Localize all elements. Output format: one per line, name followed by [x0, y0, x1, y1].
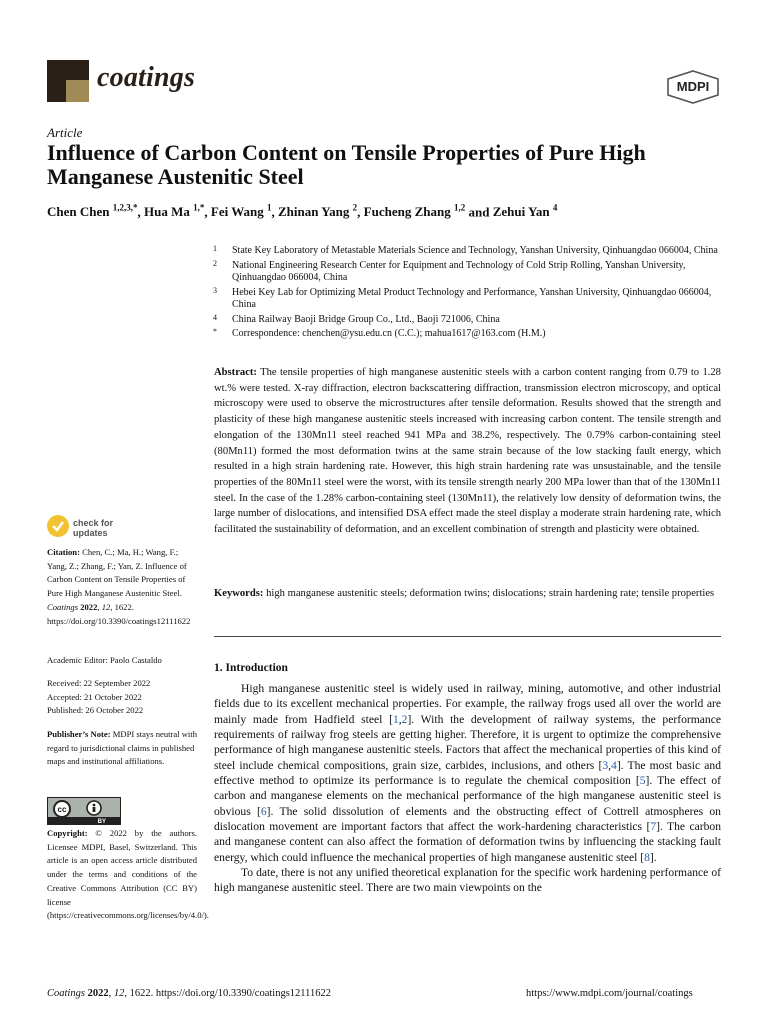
body-text	[214, 681, 721, 896]
citation-link[interactable]: 4	[611, 758, 617, 772]
footer-journal-url[interactable]: https://www.mdpi.com/journal/coatings	[526, 988, 693, 999]
affiliation: 1 State Key Laboratory of Metastable Materials Science and Technology, Yanshan University, Qinhuangdao 066004, China	[213, 244, 718, 256]
abstract: Abstract: The tensile properties of high manganese austenitic steels with a carbon content ranging from 0.79 to 1.28 wt.% were tested. X-ray diffraction, electron backscattering diffraction, transmission electron microscopy, and optical microscopy were used to observe the microstructures after tensile deformation. Results showed that the strength and plasticity of these high manganese austenitic steels increased with increasing carbon content. The tensile strength and elongation of the 130Mn11 steel reached 941 MPa and 38.2%, respectively. The 0.79% carbon-containing steel (80Mn11) formed the most deformation twins at the same strain because of the low stacking fault energy, which resulted in a high strain hardening rate. However, this high strain hardening rate was unsustainable, and the tensile properties of the 80Mn11 steel were the worst, with its tensile strength nearly 200 MPa lower than that of the 130Mn11 steel. In the case of the 1.28% carbon-containing steel (130Mn11), the relatively low density of deformation twins, the large number of dislocations, and intensified DSA effect made the steel display a moderate strain hardening rate, which facilitated the sustainability of deformation, and an excellent combination of strength and plasticity were obtained.	[214, 367, 721, 536]
affiliations	[213, 245, 723, 343]
keywords: Keywords: high manganese austenitic steels; deformation twins; dislocations; strain hardening rate; tensile properties	[214, 588, 715, 599]
paragraph: To date, there is not any unified theoretical explanation for the specific work hardening performance of high manganese austenitic steel. There are two main viewpoints on the	[214, 866, 721, 895]
author-list: Chen Chen $^{1,2,3,*}$, Hua Ma $^{1,*}$, Fei Wang $^1$, Zhinan Yang $^2$, Fucheng Zhang $^{1,2}$ and Zehui Yan $^4$	[47, 203, 558, 220]
author[interactable]: Zehui Yan $^4$	[492, 203, 558, 220]
citation-link[interactable]: 6	[260, 804, 267, 818]
check-icon	[47, 515, 69, 537]
publisher-label: MDPI	[676, 79, 710, 94]
check-label: check for	[73, 518, 114, 528]
author[interactable]: Hua Ma $^{1,*}$	[144, 203, 205, 220]
check-label: updates	[73, 528, 108, 538]
article-type: Article	[47, 125, 83, 140]
author[interactable]: Zhinan Yang $^2$	[277, 203, 358, 220]
citation-block: Citation: Chen, C.; Ma, H.; Wang, F.; Yang, Z.; Zhang, F.; Yan, Z. Influence of Carbon Content on Tensile Properties of Pure High Manganese Austenitic Steel. Coatings 2022, 12, 1622. https://doi.org/10.3390/coatings12111622	[47, 547, 191, 626]
academic-editor: Academic Editor: Paolo Castaldo	[47, 655, 162, 665]
author[interactable]: Chen Chen $^{1,2,3,*}$	[47, 203, 138, 220]
footer-citation: Coatings 2022, 12, 1622. https://doi.org/10.3390/coatings12111622	[47, 988, 332, 999]
correspondence: * Correspondence: chenchen@ysu.edu.cn (C.C.); mahua1617@163.com (H.M.)	[213, 327, 546, 339]
publisher-note: Publisher’s Note: MDPI stays neutral with regard to jurisdictional claims in published maps and institutional affiliations.	[47, 729, 197, 767]
svg-text:cc: cc	[57, 805, 67, 814]
copyright-notice: Copyright: © 2022 by the authors. Licensee MDPI, Basel, Switzerland. This article is an open access article distributed under the terms and conditions of the Creative Commons Attribution (CC BY) license (https://creativecommons.org/licenses/by/4.0/).	[47, 828, 209, 921]
citation-link[interactable]: 5	[639, 774, 646, 788]
author[interactable]: Fucheng Zhang $^{1,2}$	[363, 203, 466, 220]
citation-link[interactable]: 3	[602, 758, 609, 772]
citation-link[interactable]: 7	[650, 820, 657, 834]
section-heading: 1. Introduction	[214, 662, 288, 674]
journal-name: coatings	[97, 62, 196, 93]
mdpi-logo-icon	[666, 70, 720, 104]
affiliation: 2 National Engineering Research Center for Equipment and Technology of Cold Strip Rolling, Yanshan University, Qinhuangdao 066004, China	[213, 258, 686, 283]
affiliation: 4 China Railway Baoji Bridge Group Co., Ltd., Baoji 721006, China	[213, 312, 500, 325]
cc-by-license-icon[interactable]	[47, 797, 121, 825]
dates: Received: 22 September 2022 Accepted: 21 October 2022 Published: 26 October 2022	[47, 678, 151, 716]
article-title: Influence of Carbon Content on Tensile Properties of Pure High Manganese Austenitic Steel	[47, 140, 646, 189]
cc-by-label: BY	[97, 819, 106, 825]
paragraph: High manganese austenitic steel is widely used in railway, mining, automotive, and other industrial fields due to its excellent mechanical properties. For example, the railway frogs used all over the world are mainly made from Hadfield steel [1,2]. With the development of railway systems, the performance requirements of railway frog steels are getting higher. Therefore, it is urgent to optimize the comprehensive performance of high manganese austenitic steels. Factors that affect the mechanical properties of this kind of steel include chemical compositions, grain size, carbides, inclusions, and others [3,4]. The most basic and effective method to optimize its performance is to regulate the chemical composition [5]. The effect of carbon and manganese elements on the mechanical performance of the high manganese austenitic steel is obvious [6]. The solid dissolution of elements and the obstructing effect of Cottrell atmospheres on dislocation movement are important factors that affect the work-hardening characteristics [7]. The carbon and manganese content can also affect the formation of deformation twins by influencing the stacking fault energy, which could influence the mechanical properties of high manganese austenitic steel [8].	[214, 682, 721, 864]
affiliation: 3 Hebei Key Lab for Optimizing Metal Product Technology and Performance, Yanshan University, Qinhuangdao 066004, China	[213, 285, 712, 310]
author[interactable]: Fei Wang $^1$	[210, 203, 272, 220]
divider	[214, 636, 721, 637]
citation-link[interactable]: 8	[644, 850, 650, 864]
journal-logo-icon	[47, 60, 89, 102]
citation-link[interactable]: 1	[392, 712, 399, 726]
check-for-updates-button[interactable]	[47, 515, 197, 545]
citation-link[interactable]: 2	[401, 712, 408, 726]
